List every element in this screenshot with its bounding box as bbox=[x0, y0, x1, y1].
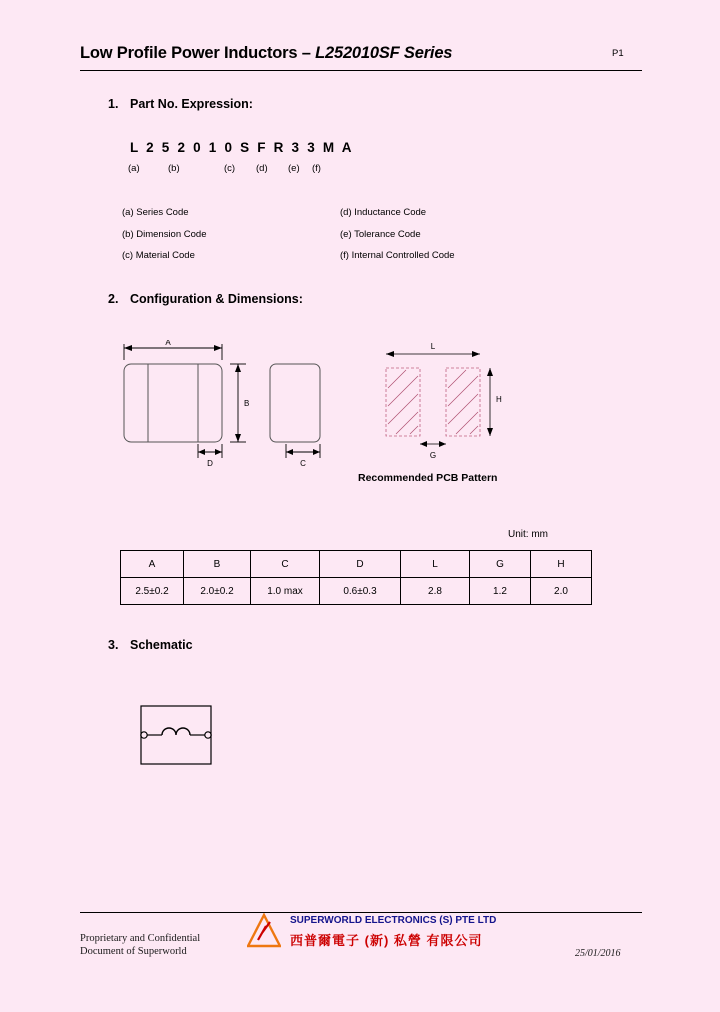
component-drawings bbox=[110, 340, 530, 470]
part-marker-a: (a) bbox=[128, 163, 140, 174]
value-b: 2.0±0.2 bbox=[184, 578, 251, 605]
label-l: L bbox=[430, 342, 436, 351]
legend-item-d: (d) Inductance Code bbox=[340, 207, 427, 218]
page-title bbox=[80, 44, 642, 63]
footer-divider bbox=[80, 912, 642, 913]
company-name-en: SUPERWORLD ELECTRONICS (S) PTE LTD bbox=[290, 915, 497, 926]
section-3-heading bbox=[108, 638, 193, 652]
part-marker-b: (b) bbox=[168, 163, 180, 174]
part-number-code: L 2 5 2 0 1 0 S F R 3 3 M A bbox=[130, 140, 354, 155]
company-logo-icon bbox=[247, 913, 281, 949]
header-a: A bbox=[121, 551, 184, 578]
table-row bbox=[121, 578, 592, 605]
section-3-number: 3. bbox=[108, 638, 119, 652]
section-1-number: 1. bbox=[108, 97, 119, 111]
title-dash: – bbox=[297, 44, 316, 62]
label-a: A bbox=[165, 340, 171, 347]
section-3-title: Schematic bbox=[130, 638, 193, 652]
document-date: 25/01/2016 bbox=[575, 948, 621, 959]
legend-item-f: (f) Internal Controlled Code bbox=[340, 250, 455, 261]
title-main: Low Profile Power Inductors bbox=[80, 44, 298, 62]
header-l: L bbox=[401, 551, 470, 578]
value-c: 1.0 max bbox=[251, 578, 320, 605]
schematic-drawing bbox=[140, 705, 220, 765]
section-1-heading bbox=[108, 97, 253, 111]
label-b: B bbox=[244, 399, 250, 408]
label-c: C bbox=[300, 459, 306, 468]
section-1-title: Part No. Expression: bbox=[130, 97, 253, 111]
company-name-cn: 西普爾電子 (新) 私營 有限公司 bbox=[290, 933, 483, 948]
value-h: 2.0 bbox=[531, 578, 592, 605]
part-number-markers bbox=[128, 163, 388, 179]
header-d: D bbox=[320, 551, 401, 578]
value-g: 1.2 bbox=[470, 578, 531, 605]
part-marker-d: (d) bbox=[256, 163, 268, 174]
value-d: 0.6±0.3 bbox=[320, 578, 401, 605]
footer-line-2: Document of Superworld bbox=[80, 946, 187, 957]
value-l: 2.8 bbox=[401, 578, 470, 605]
title-series: L252010SF Series bbox=[315, 44, 453, 62]
footer-confidential-notice bbox=[80, 932, 200, 958]
unit-label: Unit: mm bbox=[508, 529, 548, 540]
header-h: H bbox=[531, 551, 592, 578]
section-2-number: 2. bbox=[108, 292, 119, 306]
header-b: B bbox=[184, 551, 251, 578]
dimensions-table bbox=[120, 550, 592, 605]
document-header bbox=[80, 44, 642, 63]
pcb-pattern-caption: Recommended PCB Pattern bbox=[358, 472, 498, 484]
header-c: C bbox=[251, 551, 320, 578]
label-d: D bbox=[207, 459, 213, 468]
value-a: 2.5±0.2 bbox=[121, 578, 184, 605]
label-g: G bbox=[429, 451, 437, 460]
part-marker-e: (e) bbox=[288, 163, 300, 174]
label-h: H bbox=[496, 395, 502, 404]
footer-line-1: Proprietary and Confidential bbox=[80, 933, 201, 944]
legend-item-a: (a) Series Code bbox=[122, 207, 189, 218]
table-header-row bbox=[121, 551, 592, 578]
part-marker-f: (f) bbox=[312, 163, 321, 174]
section-2-heading bbox=[108, 292, 303, 306]
legend-item-b: (b) Dimension Code bbox=[122, 229, 207, 240]
header-divider bbox=[80, 70, 642, 71]
legend-item-c: (c) Material Code bbox=[122, 250, 195, 261]
header-g: G bbox=[470, 551, 531, 578]
legend-item-e: (e) Tolerance Code bbox=[340, 229, 421, 240]
section-2-title: Configuration & Dimensions: bbox=[130, 292, 303, 306]
page-number: P1 bbox=[612, 48, 624, 59]
part-marker-c: (c) bbox=[224, 163, 236, 174]
